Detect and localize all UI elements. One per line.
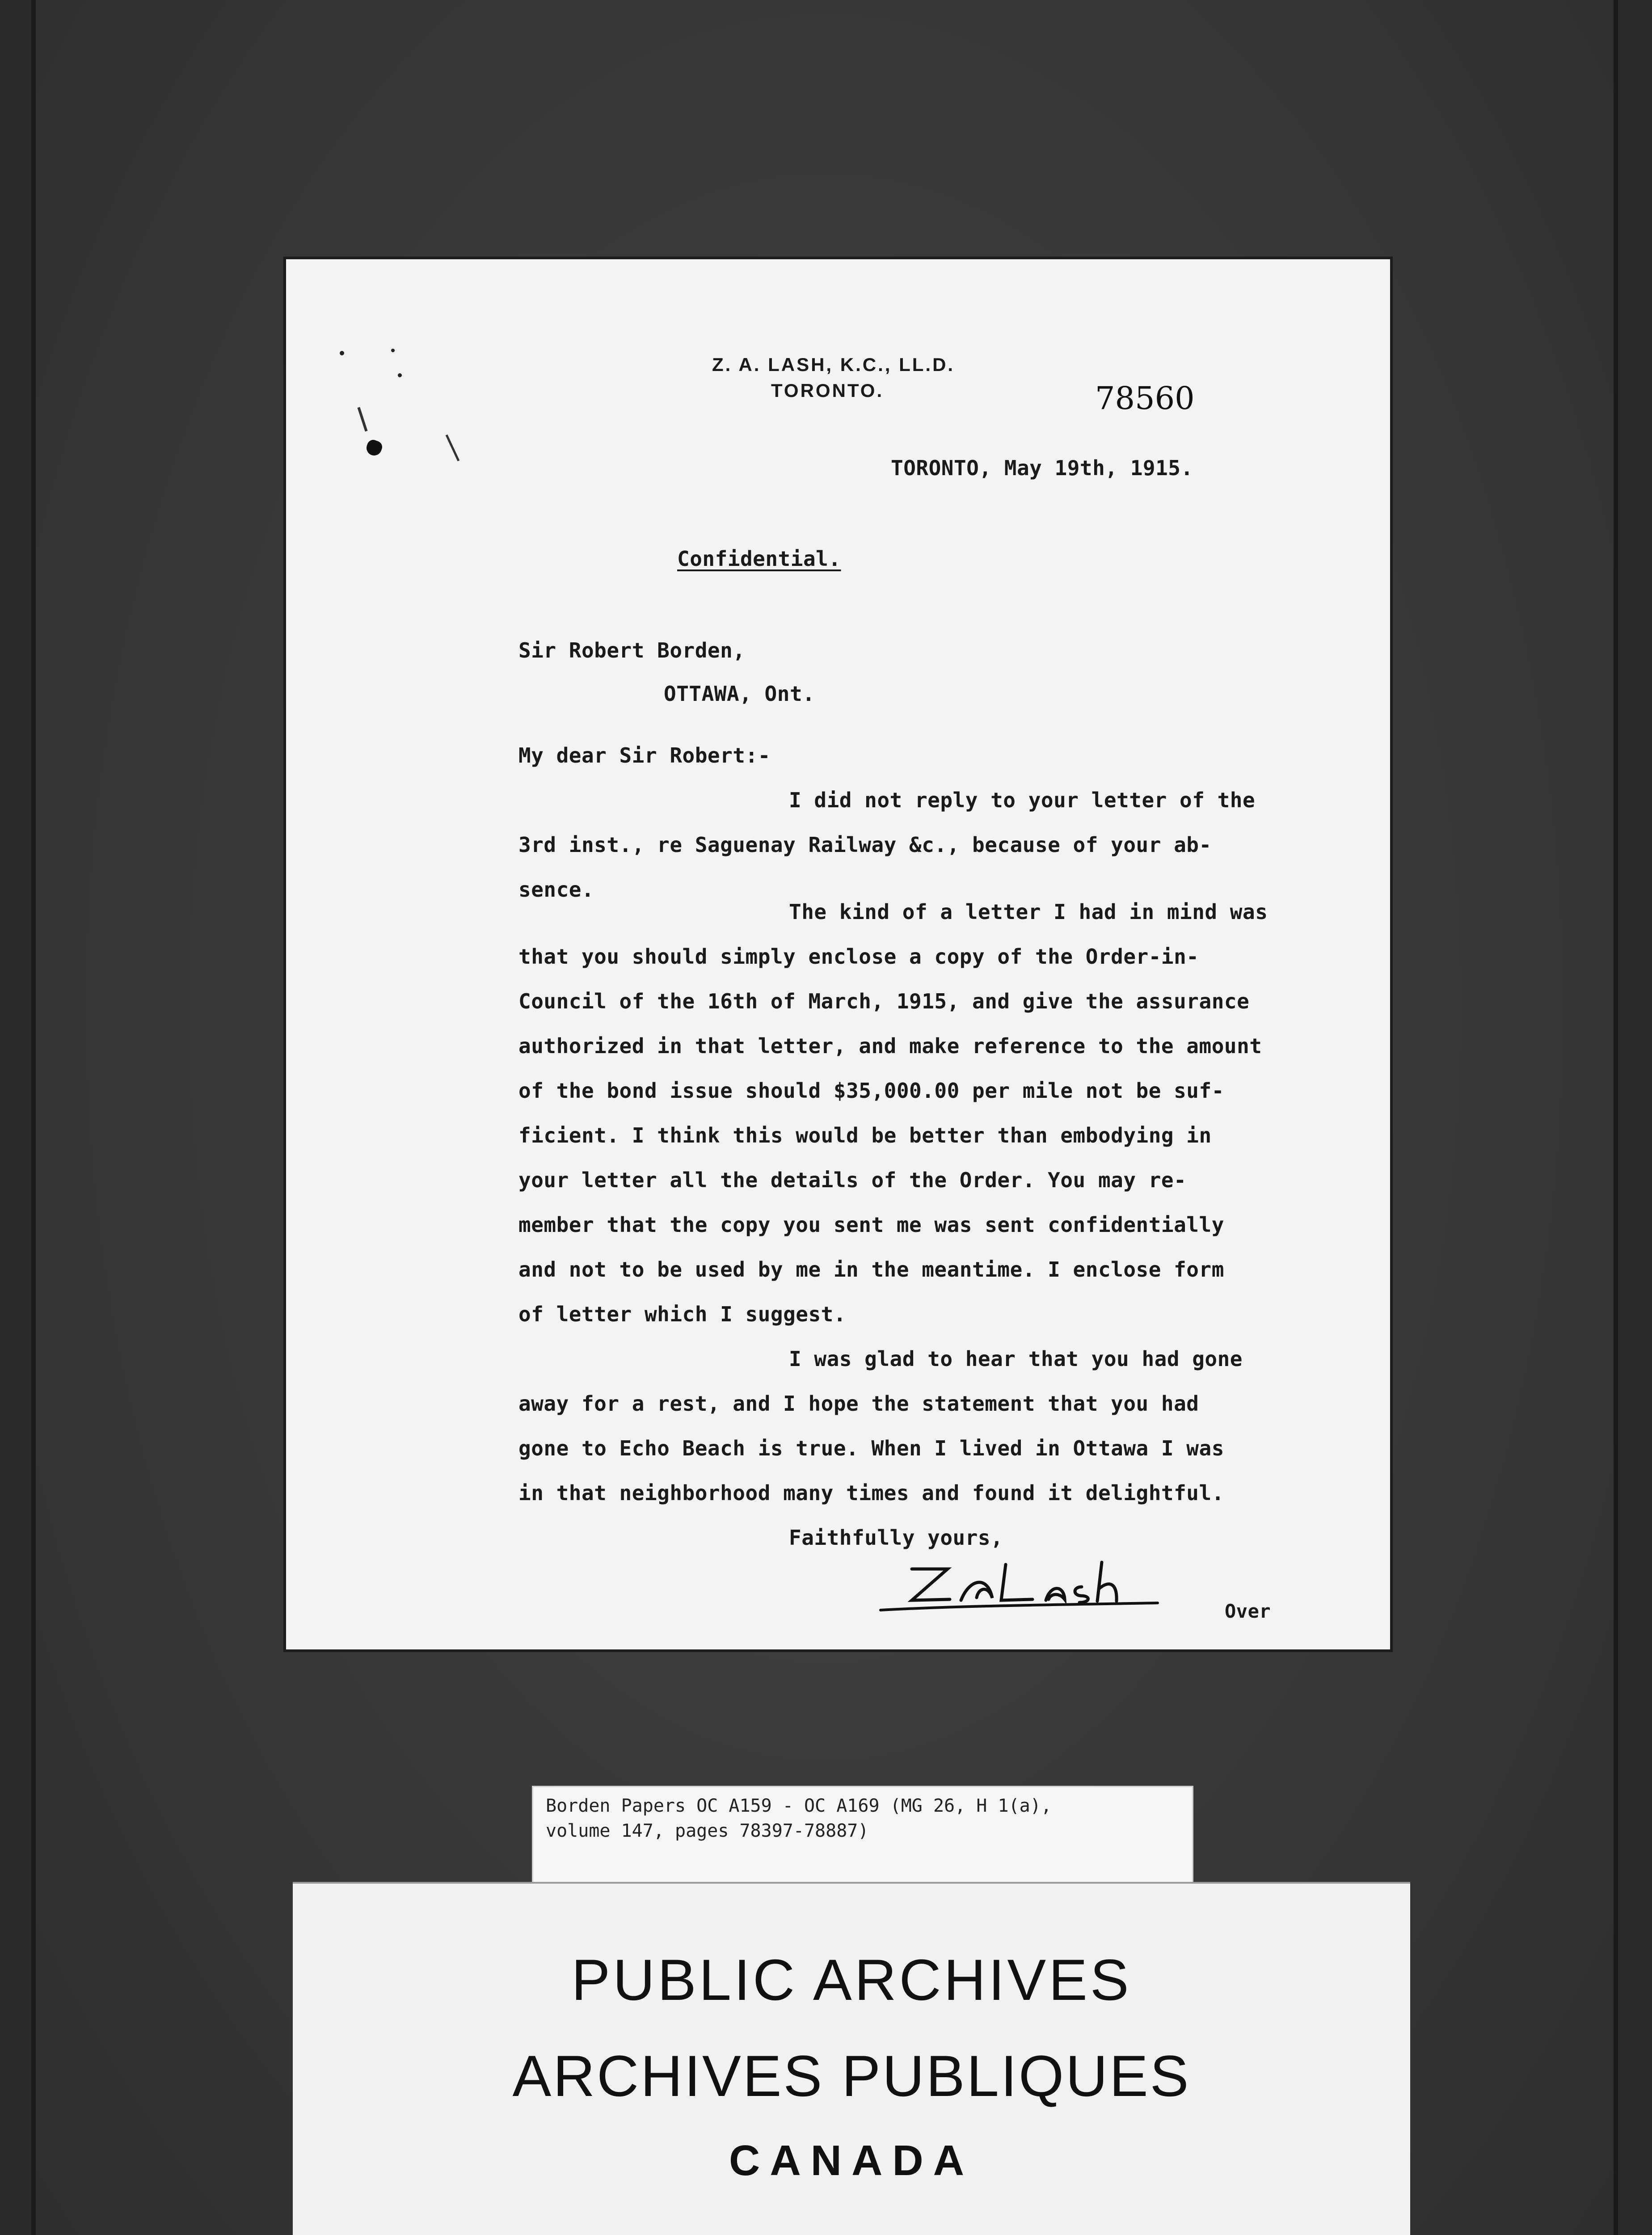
- salutation: My dear Sir Robert:-: [518, 743, 771, 767]
- body-line: 3rd inst., re Saguenay Railway &c., because of your ab-: [518, 833, 1212, 857]
- confidential-heading: Confidential.: [677, 547, 841, 571]
- ink-mark: [357, 407, 367, 431]
- body-line: gone to Echo Beach is true. When I lived in Ottawa I was: [518, 1436, 1224, 1460]
- handwritten-signature: [872, 1551, 1229, 1618]
- body-line: The kind of a letter I had in mind was: [789, 900, 1268, 924]
- reference-line: volume 147, pages 78397-78887): [546, 1821, 869, 1841]
- ink-speck: [391, 349, 395, 352]
- body-line: Council of the 16th of March, 1915, and give the assurance: [518, 989, 1250, 1013]
- body-line: member that the copy you sent me was sent confidentially: [518, 1213, 1224, 1237]
- archives-title-fr: ARCHIVES PUBLIQUES: [512, 2043, 1191, 2108]
- document-number: 78560: [1095, 380, 1195, 417]
- body-line: I was glad to hear that you had gone: [789, 1347, 1243, 1371]
- body-line: away for a rest, and I hope the statement that you had: [518, 1392, 1199, 1416]
- body-line: of letter which I suggest.: [518, 1302, 847, 1326]
- ink-mark: [446, 434, 460, 461]
- ink-speck: [340, 351, 344, 355]
- closing: Faithfully yours,: [789, 1526, 1003, 1550]
- letterhead-city: TORONTO.: [771, 380, 884, 401]
- over-note: Over: [1225, 1600, 1271, 1622]
- body-line: your letter all the details of the Order. You may re-: [518, 1168, 1187, 1192]
- body-line: that you should simply enclose a copy of the Order-in-: [518, 945, 1199, 969]
- date-line: TORONTO, May 19th, 1915.: [891, 456, 1193, 480]
- body-line: in that neighborhood many times and found it delightful.: [518, 1481, 1224, 1505]
- ink-mark: [364, 438, 384, 458]
- archives-country: CANADA: [729, 2137, 974, 2184]
- ink-speck: [398, 373, 402, 377]
- letterhead-name: Z. A. LASH, K.C., LL.D.: [712, 354, 955, 375]
- reference-line: Borden Papers OC A159 - OC A169 (MG 26, H 1(a),: [546, 1796, 1052, 1816]
- body-line: of the bond issue should $35,000.00 per mile not be suf-: [518, 1079, 1224, 1103]
- body-line: authorized in that letter, and make reference to the amount: [518, 1034, 1262, 1058]
- recipient-name: Sir Robert Borden,: [518, 638, 746, 662]
- letter-page: [286, 259, 1390, 1649]
- body-line: ficient. I think this would be better than embodying in: [518, 1123, 1212, 1147]
- archives-title-en: PUBLIC ARCHIVES: [571, 1947, 1132, 2012]
- reference-label: [532, 1786, 1193, 1893]
- body-line: I did not reply to your letter of the: [789, 788, 1256, 812]
- recipient-city: OTTAWA, Ont.: [664, 682, 815, 706]
- archives-card: [293, 1882, 1410, 2235]
- body-line: sence.: [518, 877, 594, 902]
- body-line: and not to be used by me in the meantime. I enclose form: [518, 1257, 1224, 1282]
